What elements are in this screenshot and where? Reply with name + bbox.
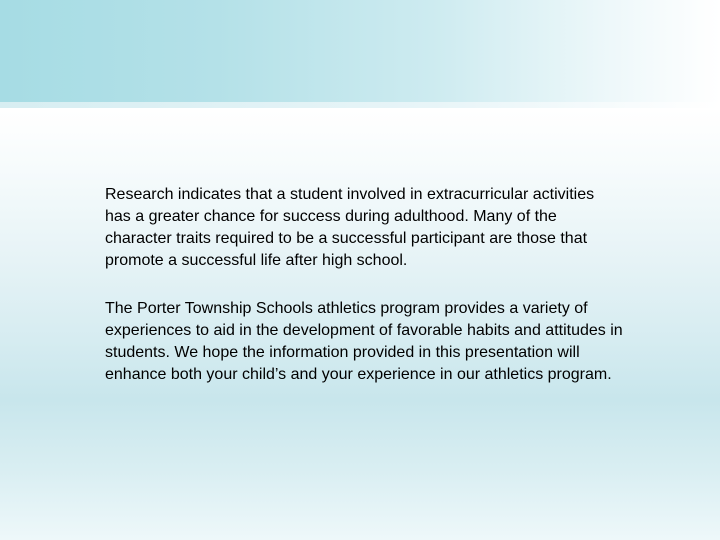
header-band bbox=[0, 0, 720, 104]
header-band-edge bbox=[0, 102, 720, 108]
paragraph-athletics-program: The Porter Township Schools athletics program provides a variety of experiences to aid in the development of favorable habits and attitudes in students. We hope the information provided in this presentation will enhance both your child’s and your experience in our athletics program. bbox=[105, 300, 623, 383]
body-text bbox=[105, 184, 645, 386]
paragraph-research: Research indicates that a student involved in extracurricular activities has a greater chance for success during adulthood. Many of the character traits required to be a successful participant are those that promote a successful life after high school. bbox=[105, 186, 595, 269]
